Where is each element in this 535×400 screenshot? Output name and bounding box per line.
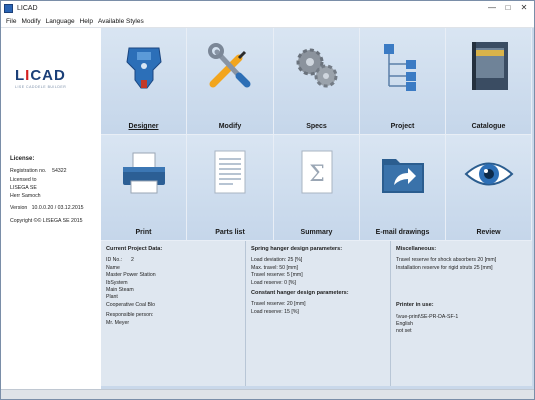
misc-column bbox=[391, 241, 532, 386]
printer-line: not set bbox=[396, 328, 412, 335]
catalogue-book-icon bbox=[462, 40, 516, 94]
project-line: Plant bbox=[106, 294, 118, 301]
status-bar bbox=[1, 389, 534, 399]
logo-tagline: LISE CADDELE BUILDER bbox=[15, 85, 67, 89]
licensee-company: LISEGA SE bbox=[10, 184, 37, 191]
main-area bbox=[1, 28, 534, 391]
licad-logo bbox=[15, 67, 95, 95]
close-button[interactable]: ✕ bbox=[520, 3, 528, 12]
project-line: IbSystem bbox=[106, 279, 128, 286]
responsible-value: Mr. Meyer bbox=[106, 319, 130, 326]
registration-number: 54322 bbox=[52, 168, 67, 175]
menu-modify[interactable]: Modify bbox=[21, 17, 41, 25]
tile-project[interactable] bbox=[360, 28, 446, 135]
tile-specs[interactable] bbox=[274, 28, 360, 135]
menu-bar bbox=[1, 15, 534, 28]
misc-line: Installation reserve for rigid struts 25 [mm] bbox=[396, 264, 493, 271]
tile-catalogue[interactable] bbox=[446, 28, 532, 135]
printer-line: \\vue-print\SE-PR-DA-SF-1 bbox=[396, 313, 459, 320]
tile-label-modify: Modify bbox=[218, 123, 242, 130]
version-label: Version bbox=[10, 205, 28, 212]
project-data-column bbox=[101, 241, 246, 386]
spring-param: Load deviation: 25 [%] bbox=[251, 257, 303, 264]
tile-label-project: Project bbox=[390, 123, 415, 130]
menu-available-styles[interactable]: Available Styles bbox=[97, 17, 144, 25]
title-bar bbox=[1, 1, 534, 15]
svg-text:Σ: Σ bbox=[308, 162, 325, 187]
id-value: 2 bbox=[131, 257, 134, 264]
tile-label-specs: Specs bbox=[306, 123, 327, 130]
constant-param: Load reserve: 15 [%] bbox=[251, 308, 299, 315]
tile-label-print: Print bbox=[135, 229, 152, 236]
project-line: Cooperative Coal Blo bbox=[106, 301, 156, 308]
tile-label-email-drawings: E-mail drawings bbox=[375, 229, 430, 236]
maximize-button[interactable]: □ bbox=[505, 3, 511, 12]
menu-file[interactable]: File bbox=[6, 17, 17, 25]
design-parameters-column bbox=[246, 241, 391, 386]
id-label: ID No.: bbox=[106, 257, 123, 264]
copyright-text: Copyright ©© LISEGA SE 2015 bbox=[10, 217, 83, 224]
constant-header: Constant hanger design parameters: bbox=[251, 290, 349, 297]
spring-param: Max. travel: 50 [mm] bbox=[251, 264, 298, 271]
project-line: Master Power Station bbox=[106, 272, 156, 279]
version-value: 10.0.0.20 / 03.12.2015 bbox=[31, 205, 84, 212]
logo-letter-i: I bbox=[25, 67, 31, 84]
left-panel bbox=[1, 28, 101, 391]
info-panel bbox=[101, 241, 532, 386]
printer-header: Printer in use: bbox=[396, 302, 434, 309]
sigma-document-icon bbox=[290, 147, 344, 201]
constant-param: Travel reserve: 20 [mm] bbox=[251, 301, 306, 308]
tile-label-designer: Designer bbox=[128, 123, 159, 130]
eye-icon bbox=[462, 147, 516, 201]
tile-print[interactable] bbox=[101, 135, 187, 241]
tools-icon bbox=[203, 40, 257, 94]
tile-email-drawings[interactable] bbox=[360, 135, 446, 241]
document-icon bbox=[203, 147, 257, 201]
window-controls bbox=[484, 1, 532, 15]
tile-designer[interactable] bbox=[101, 28, 187, 135]
project-line: Name bbox=[106, 264, 120, 271]
tile-label-summary: Summary bbox=[300, 229, 333, 236]
license-header: License: bbox=[10, 156, 35, 162]
misc-header: Miscellaneous: bbox=[396, 246, 437, 252]
spring-param: Travel reserve: 5 [mm] bbox=[251, 272, 303, 279]
tile-review[interactable] bbox=[446, 135, 532, 241]
tile-summary[interactable] bbox=[274, 135, 360, 241]
menu-help[interactable]: Help bbox=[79, 17, 93, 25]
logo-letter-l: L bbox=[15, 67, 26, 84]
folder-share-icon bbox=[376, 147, 430, 201]
registration-label: Registration no. bbox=[10, 168, 47, 175]
spring-param: Load reserve: 0 [%] bbox=[251, 279, 296, 286]
spring-header: Spring hanger design parameters: bbox=[251, 246, 343, 252]
tile-parts-list[interactable] bbox=[187, 135, 274, 241]
tile-label-review: Review bbox=[476, 229, 501, 236]
tile-label-parts-list: Parts list bbox=[215, 229, 245, 236]
tile-grid bbox=[101, 28, 532, 241]
project-tree-icon bbox=[376, 40, 430, 94]
misc-line: Travel reserve for shock absorbers 20 [mm] bbox=[396, 257, 497, 264]
logo-letters-cad: CAD bbox=[30, 67, 66, 84]
license-info bbox=[10, 155, 101, 225]
tile-modify[interactable] bbox=[187, 28, 274, 135]
designer-icon bbox=[117, 40, 171, 94]
tile-label-catalogue: Catalogue bbox=[471, 123, 506, 130]
responsible-label: Responsible person: bbox=[106, 312, 154, 319]
printer-line: English bbox=[396, 321, 414, 328]
printer-icon bbox=[117, 147, 171, 201]
licensed-to-label: Licensed to bbox=[10, 176, 37, 183]
menu-language[interactable]: Language bbox=[45, 17, 75, 25]
app-icon bbox=[4, 4, 13, 13]
project-line: Main Steam bbox=[106, 287, 134, 294]
project-data-header: Current Project Data: bbox=[106, 246, 163, 252]
minimize-button[interactable]: — bbox=[488, 3, 496, 12]
window-title: LICAD bbox=[17, 4, 38, 12]
licensee-person: Herr Samoch bbox=[10, 193, 41, 200]
gears-icon bbox=[290, 40, 344, 94]
